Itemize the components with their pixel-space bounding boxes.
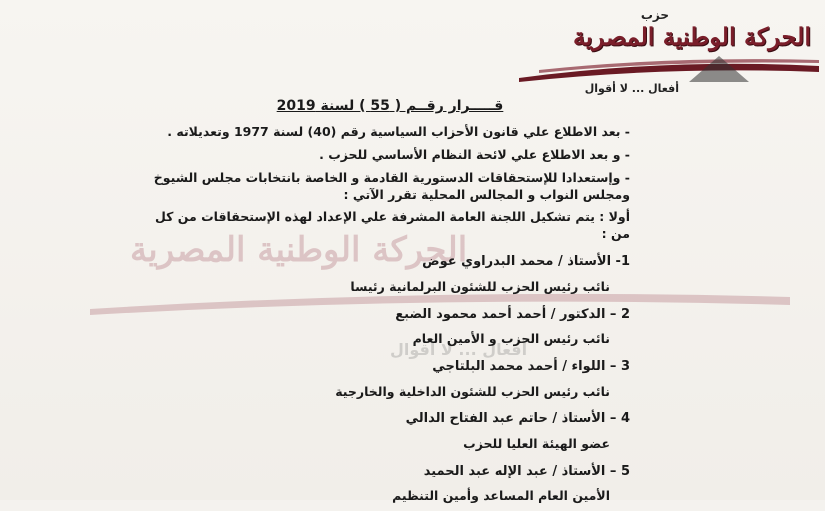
member-role: عضو الهيئة العليا للحزب xyxy=(463,435,610,451)
watermark-party-name: الحركة الوطنية المصرية xyxy=(130,230,468,270)
decision-title: قـــــرار رقــم ( 55 ) لسنة 2019 xyxy=(276,98,504,114)
member-role: نائب رئيس الحزب للشئون الداخلية والخارجية xyxy=(335,383,610,399)
member-role: نائب رئيس الحزب و الأمين العام xyxy=(412,331,610,347)
member-name: 1- الأستاذ / محمد البدراوي عوض xyxy=(422,254,630,270)
logo-slogan: أفعال ... لا أقوال xyxy=(584,82,679,95)
member-role: الأمين العام المساعد وأمين التنظيم xyxy=(392,488,610,504)
preamble-item: - و بعد الاطلاع علي لائحة النظام الأساسي للحزب . xyxy=(319,146,630,162)
member-name: 2 – الدكتور / أحمد أحمد محمود الضبع xyxy=(395,306,630,322)
preamble-item: - وإستعدادا للإستحقاقات الدستورية القادمة و الخاصة بانتخابات مجلس الشيوخ ومجلس النواب و المجالس المحلية تقرر الآتي : xyxy=(153,169,630,202)
watermark-slogan: أفعال ... لا أقوال xyxy=(390,340,528,359)
member-name: 4 – الأستاذ / حاتم عبد الفتاح الدالي xyxy=(405,411,630,427)
member-name: 3 – اللواء / أحمد محمد البلتاجي xyxy=(432,358,630,374)
decision-body xyxy=(150,95,630,511)
member-role: نائب رئيس الحزب للشئون البرلمانية رئيسا xyxy=(350,278,610,294)
party-logo xyxy=(519,4,819,104)
logo-swoosh-graphic xyxy=(519,56,819,84)
logo-party-name: الحركة الوطنية المصرية xyxy=(572,22,811,51)
member-name: 5 – الأستاذ / عبد الإله عبد الحميد xyxy=(423,463,630,479)
first-clause: أولا : يتم تشكيل اللجنة العامة المشرفة علي الإعداد لهذه الإستحقاقات من كل من : xyxy=(155,209,630,242)
logo-party-word: حزب xyxy=(640,8,669,22)
preamble-item: - بعد الاطلاع علي قانون الأحزاب السياسية رقم (40) لسنة 1977 وتعديلاته . xyxy=(167,123,630,139)
